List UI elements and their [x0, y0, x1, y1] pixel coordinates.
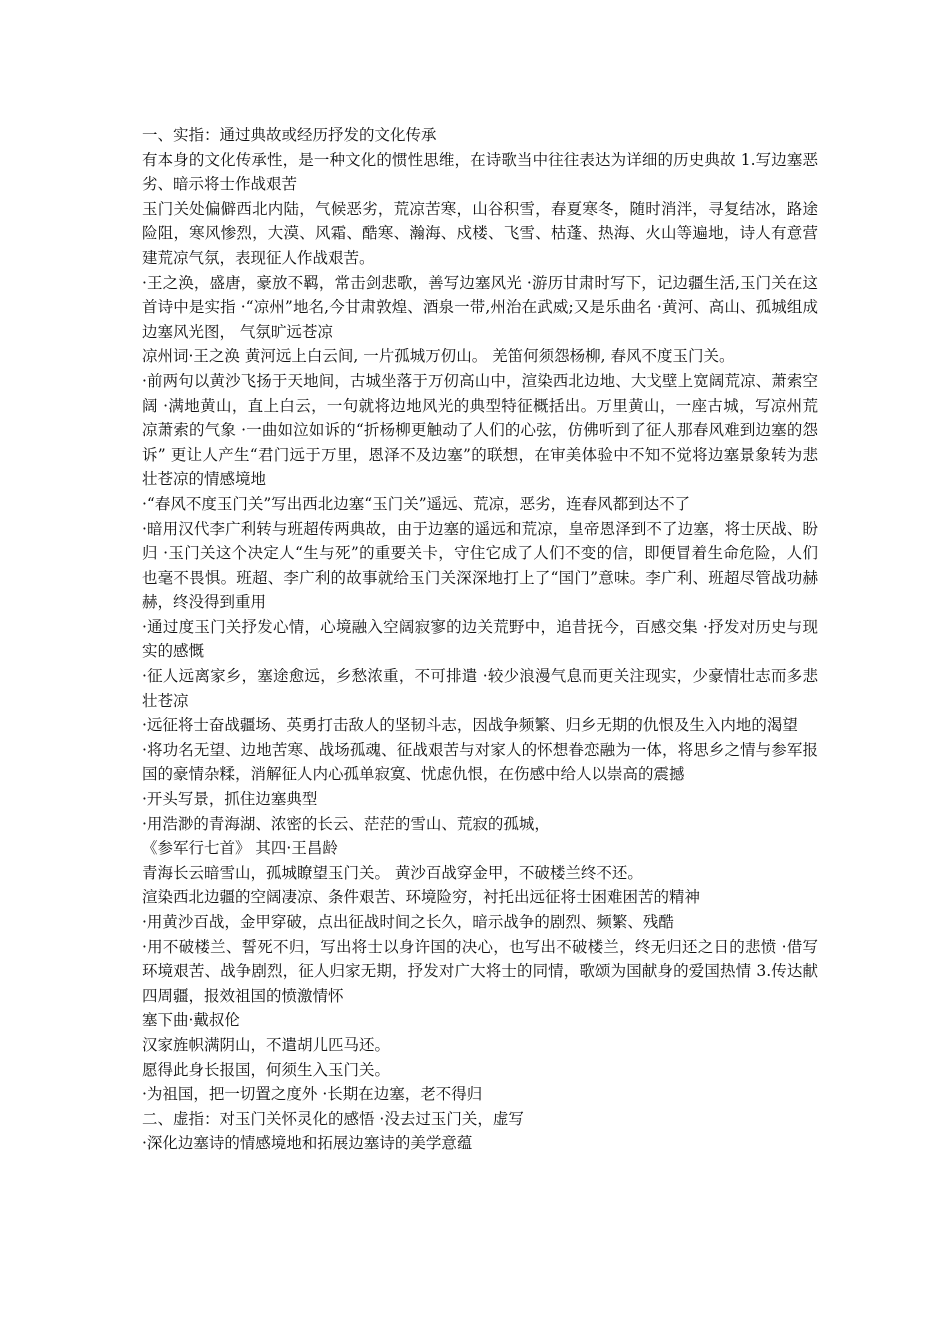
poem-title: 《参军行七首》 其四·王昌龄: [142, 839, 338, 858]
paragraph: ·用黄沙百战，金甲穿破，点出征战时间之长久，暗示战争的剧烈、频繁、残酷: [142, 913, 674, 931]
paragraph: ·“春风不度玉门关”写出西北边塞“玉门关”遥远、荒凉，恶劣，连春风都到达不了: [142, 494, 691, 513]
paragraph: ·深化边塞诗的情感境地和拓展边塞诗的美学意蕴: [142, 1134, 473, 1153]
paragraph: ·为祖国，把一切置之度外 ·长期在边塞，老不得归: [142, 1085, 483, 1104]
poem-title: 塞下曲·戴叔伦: [142, 1011, 240, 1030]
paragraph: ·征人远离家乡，塞途愈远，乡愁浓重，不可排遣 ·较少浪漫气息而更关注现实，少豪情壮志而多悲壮苍凉: [142, 667, 818, 710]
paragraph: ·远征将士奋战疆场、英勇打击敌人的坚韧斗志，因战争频繁、归乡无期的仇恨及生入内地的渴望: [142, 716, 798, 735]
poem-line: 青海长云暗雪山，孤城瞭望玉门关。 黄沙百战穿金甲，不破楼兰终不还。: [142, 863, 643, 882]
heading-part-two: 二、虚指：对玉门关怀灵化的感悟 ·没去过玉门关，虚写: [142, 1109, 524, 1128]
paragraph: ·用浩渺的青海湖、浓密的长云、茫茫的雪山、荒寂的孤城，: [142, 814, 550, 833]
poem-line: 汉家旌帜满阴山，不遣胡儿匹马还。: [142, 1035, 391, 1054]
paragraph: 有本身的文化传承性，是一种文化的惯性思维，在诗歌当中往往表达为详细的历史典故 1.写边塞恶劣、暗示将士作战艰苦: [142, 150, 818, 194]
heading-part-one: 一、实指：通过典故或经历抒发的文化传承: [142, 126, 437, 144]
paragraph: ·开头写景，抓住边塞典型: [142, 790, 318, 809]
poem-line: 凉州词·王之涣 黄河远上白云间, 一片孤城万仞山。 羌笛何须怨杨柳, 春风不度玉门关。: [142, 347, 735, 366]
paragraph: 玉门关处偏僻西北内陆，气候恶劣，荒凉苦寒，山谷积雪，春夏寒冬，随时消泮，寻复结冰，路途险阻，寒风惨烈，大漠、风霜、酷寒、瀚海、戍楼、飞雪、枯蓬、热海、火山等遍地，诗人有意营建荒凉气氛，表现征人作战艰苦。: [142, 199, 818, 267]
paragraph: ·通过度玉门关抒发心情，心境融入空阔寂寥的边关荒野中，追昔抚今，百感交集 ·抒发对历史与现实的感慨: [142, 617, 818, 661]
paragraph: ·王之涣，盛唐，豪放不羁，常击剑悲歌，善写边塞风光 ·游历甘肃时写下，记边疆生活,玉门关在这首诗中是实指 ·“凉州”地名,今甘肃敦煌、酒泉一带,州治在武威;又是乐曲名 ·黄河、高山、孤城组成边塞风光图， 气氛旷远苍凉: [142, 273, 818, 341]
paragraph: 渲染西北边疆的空阔凄凉、条件艰苦、环境险穷，衬托出远征将士困难困苦的精神: [142, 888, 701, 907]
poem-line: 愿得此身长报国，何须生入玉门关。: [142, 1060, 391, 1079]
paragraph: ·将功名无望、边地苦寒、战场孤魂、征战艰苦与对家人的怀想眷恋融为一体，将思乡之情与参军报国的豪情杂糅，消解征人内心孤单寂寞、忧虑仇恨，在伤感中给人以崇高的震撼: [142, 740, 818, 784]
paragraph: ·前两句以黄沙飞扬于天地间，古城坐落于万仞高山中，渲染西北边地、大戈壁上宽阔荒凉、萧索空阔 ·满地黄山，直上白云，一句就将边地风光的典型特征概括出。万里黄山，一座古城，写凉州荒凉萧索的气象 ·一曲如泣如诉的“折杨柳更触动了人们的心弦，仿佛听到了征人那春风难到边塞的怨诉” 更让人产生“君门远于万里，恩泽不及边塞”的联想，在审美体验中不知不觉将边塞景象转为悲壮苍凉的情感境地: [142, 371, 818, 489]
paragraph: ·用不破楼兰、誓死不归，写出将士以身许国的决心，也写出不破楼兰，终无归还之日的悲愤 ·借写环境艰苦、战争剧烈，征人归家无期，抒发对广大将士的同情，歌颂为国献身的爱国热情 3.传达献四周疆，报效祖国的愤激情怀: [142, 937, 818, 1005]
paragraph: ·暗用汉代李广利转与班超传两典故，由于边塞的遥远和荒凉，皇帝恩泽到不了边塞，将士厌战、盼归 ·玉门关这个决定人“生与死”的重要关卡，守住它成了人们不变的信，即便冒着生命危险，人们也毫不畏惧。班超、李广利的故事就给玉门关深深地打上了“国门”意味。李广利、班超尽管战功赫赫，终没得到重用: [142, 519, 818, 612]
document-body: [142, 123, 818, 1156]
